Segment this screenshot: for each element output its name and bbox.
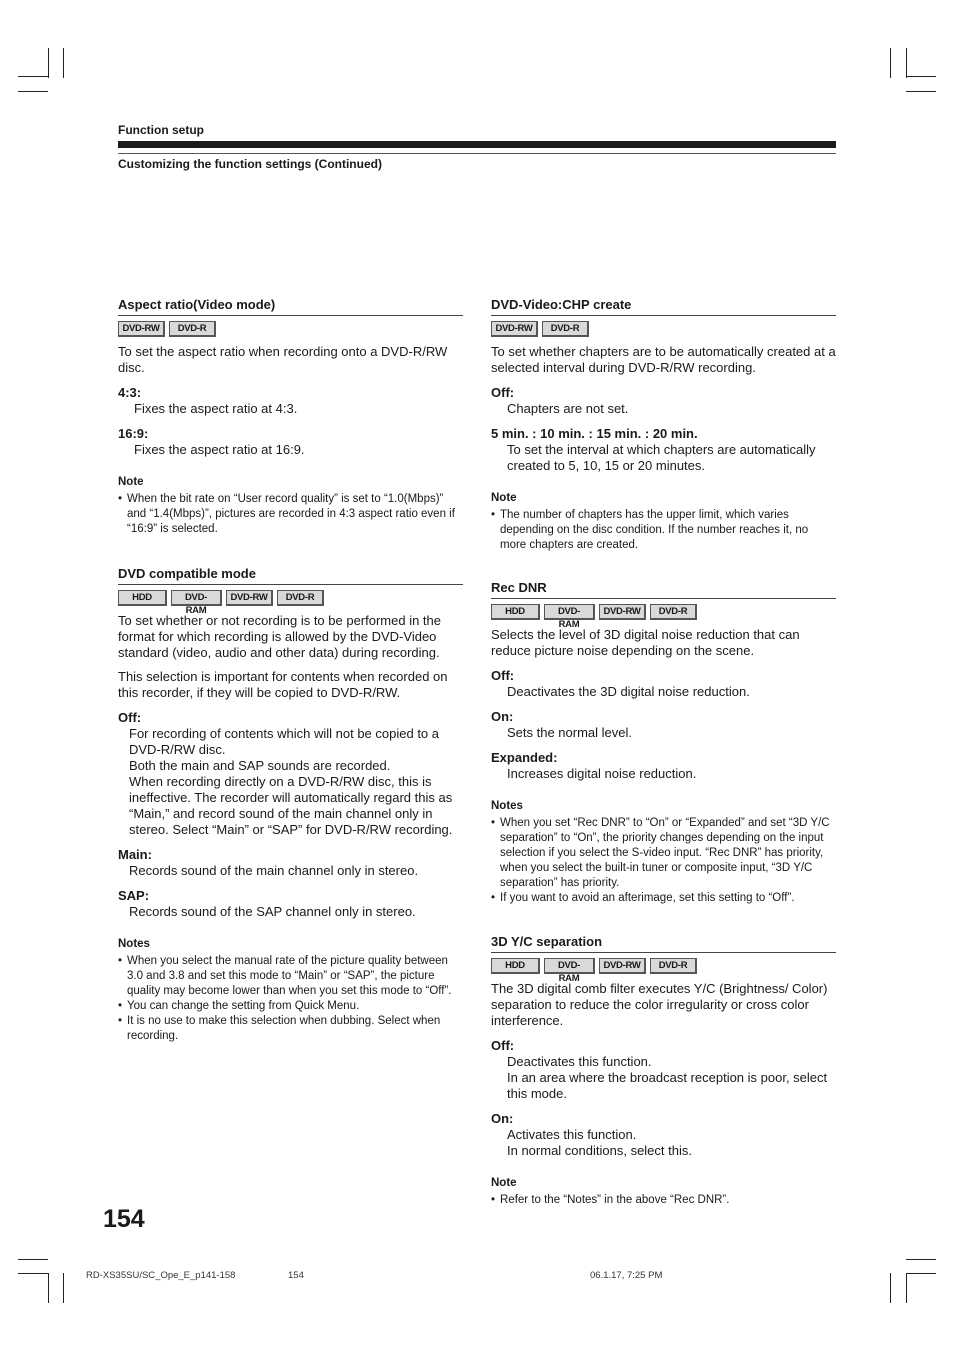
chp-create-section [491, 297, 836, 553]
disc-badges [491, 958, 836, 984]
note-item: • Refer to the “Notes” in the above “Rec DNR”. [491, 1193, 836, 1208]
note-title: Note [491, 1177, 517, 1189]
note-list [491, 816, 836, 906]
intro-text: To set the aspect ratio when recording onto a DVD-R/RW disc. [118, 344, 448, 375]
disc-badges [118, 321, 463, 336]
section-heading: DVD-Video:CHP create [491, 297, 836, 316]
section-heading: DVD compatible mode [118, 566, 463, 585]
note-item: • When you set “Rec DNR” to “On” or “Expanded” and set “3D Y/C separation” to “On”, the priority changes depending on the input selection if you select the S-video input. “Rec DNR” has priority, when you select the built-in tuner or composite input, “3D Y/C separation” has priority. [491, 816, 836, 891]
option-desc: Activates this function. [507, 1127, 637, 1142]
page-number: 154 [103, 1205, 145, 1233]
option-label: 4:3: [118, 385, 142, 400]
option-label: Off: [491, 385, 515, 400]
footer-page: 154 [288, 1270, 304, 1281]
left-column [118, 297, 463, 1044]
option-label: Off: [491, 1038, 515, 1053]
disc-badges [491, 604, 836, 630]
dvd-ram-badge: DVD-RAM [171, 590, 222, 606]
subsection-title: Customizing the function settings (Continued) [118, 157, 382, 171]
note-item: • The number of chapters has the upper limit, which varies depending on the disc condition. If the number reaches it, no more chapters are created. [491, 508, 836, 553]
dvd-r-badge: DVD-R [650, 958, 697, 974]
section-title: Function setup [118, 123, 204, 137]
note-item: • It is no use to make this selection when dubbing. Select when recording. [118, 1014, 463, 1044]
right-column [491, 297, 836, 1208]
option-desc: Chapters are not set. [507, 401, 629, 416]
dvd-rw-badge: DVD-RW [118, 321, 165, 337]
dvd-rw-badge: DVD-RW [599, 958, 646, 974]
note-item: • When you select the manual rate of the picture quality between 3.0 and 3.8 and set this mode to “Main” or “SAP”, the picture quality may become lower than when you set this mode to “Off”. [118, 954, 463, 999]
dvd-ram-badge: DVD-RAM [544, 604, 595, 620]
dvd-ram-badge: DVD-RAM [544, 958, 595, 974]
option-desc: Both the main and SAP sounds are recorded. [129, 758, 391, 773]
disc-badges [118, 590, 463, 616]
intro-text: This selection is important for contents when recorded on this recorder, if they will be copied to DVD-R/RW. [118, 669, 448, 700]
section-heading: 3D Y/C separation [491, 934, 836, 953]
intro-text: The 3D digital comb filter executes Y/C (Brightness/ Color) separation to reduce the color irregularity or cross color interference. [491, 981, 828, 1028]
dvd-compatible-section [118, 566, 463, 1044]
option-desc: Fixes the aspect ratio at 4:3. [134, 401, 298, 416]
option-label: On: [491, 709, 514, 724]
rec-dnr-section [491, 580, 836, 906]
note-item: • You can change the setting from Quick Menu. [118, 999, 463, 1014]
note-list [118, 492, 463, 537]
hdd-badge: HDD [491, 958, 540, 974]
dvd-r-badge: DVD-R [277, 590, 324, 606]
option-desc: Records sound of the SAP channel only in stereo. [129, 904, 416, 919]
option-label: Main: [118, 847, 152, 862]
option-label: 5 min. : 10 min. : 15 min. : 20 min. [491, 426, 698, 441]
option-desc: Sets the normal level. [507, 725, 633, 740]
note-title: Notes [118, 938, 150, 950]
intro-text: To set whether chapters are to be automatically created at a selected interval during DVD-R/RW recording. [491, 344, 836, 375]
header-rule-thick [118, 141, 836, 148]
option-label: Expanded: [491, 750, 558, 765]
option-desc: Deactivates this function. [507, 1054, 652, 1069]
option-label: Off: [118, 710, 142, 725]
option-label: 16:9: [118, 426, 149, 441]
option-desc: To set the interval at which chapters are automatically created to 5, 10, 15 or 20 minutes. [507, 442, 816, 473]
note-list [491, 1193, 836, 1208]
note-item: • If you want to avoid an afterimage, set this setting to “Off”. [491, 891, 836, 906]
note-title: Note [491, 492, 517, 504]
dvd-rw-badge: DVD-RW [491, 321, 538, 337]
option-desc: Deactivates the 3D digital noise reduction. [507, 684, 750, 699]
option-desc: When recording directly on a DVD-R/RW disc, this is ineffective. The recorder will automatically regard this as “Main,” and record sound of the main channel only in stereo. Select “Main” or “SAP” for DVD-R/RW recording. [129, 774, 453, 837]
option-label: On: [491, 1111, 514, 1126]
dvd-rw-badge: DVD-RW [599, 604, 646, 620]
note-title: Notes [491, 800, 523, 812]
section-heading: Rec DNR [491, 580, 836, 599]
footer-file: RD-XS35SU/SC_Ope_E_p141-158 [86, 1270, 236, 1281]
note-list [118, 954, 463, 1044]
disc-badges [491, 321, 836, 336]
note-item: • When the bit rate on “User record quality” is set to “1.0(Mbps)” and “1.4(Mbps)”, pictures are recorded in 4:3 aspect ratio even if “16:9” is selected. [118, 492, 463, 537]
dvd-rw-badge: DVD-RW [226, 590, 273, 606]
aspect-ratio-section [118, 297, 463, 537]
header-rule-thin [118, 153, 836, 154]
note-title: Note [118, 476, 144, 488]
option-desc: In an area where the broadcast reception is poor, select this mode. [507, 1070, 828, 1101]
option-desc: Records sound of the main channel only in stereo. [129, 863, 419, 878]
section-heading: Aspect ratio(Video mode) [118, 297, 463, 316]
footer-date: 06.1.17, 7:25 PM [590, 1270, 663, 1281]
option-label: SAP: [118, 888, 150, 903]
hdd-badge: HDD [118, 590, 167, 606]
dvd-r-badge: DVD-R [542, 321, 589, 337]
option-desc: In normal conditions, select this. [507, 1143, 692, 1158]
option-desc: Fixes the aspect ratio at 16:9. [134, 442, 305, 457]
option-desc: Increases digital noise reduction. [507, 766, 697, 781]
dvd-r-badge: DVD-R [169, 321, 216, 337]
option-desc: For recording of contents which will not be copied to a DVD-R/RW disc. [129, 726, 440, 757]
intro-text: To set whether or not recording is to be performed in the format for which recording is allowed by the DVD-Video standard (video, audio and other data) during recording. [118, 613, 442, 660]
note-list [491, 508, 836, 553]
dvd-r-badge: DVD-R [650, 604, 697, 620]
option-label: Off: [491, 668, 515, 683]
yc-separation-section [491, 934, 836, 1208]
intro-text: Selects the level of 3D digital noise reduction that can reduce picture noise depending on the scene. [491, 627, 800, 658]
hdd-badge: HDD [491, 604, 540, 620]
